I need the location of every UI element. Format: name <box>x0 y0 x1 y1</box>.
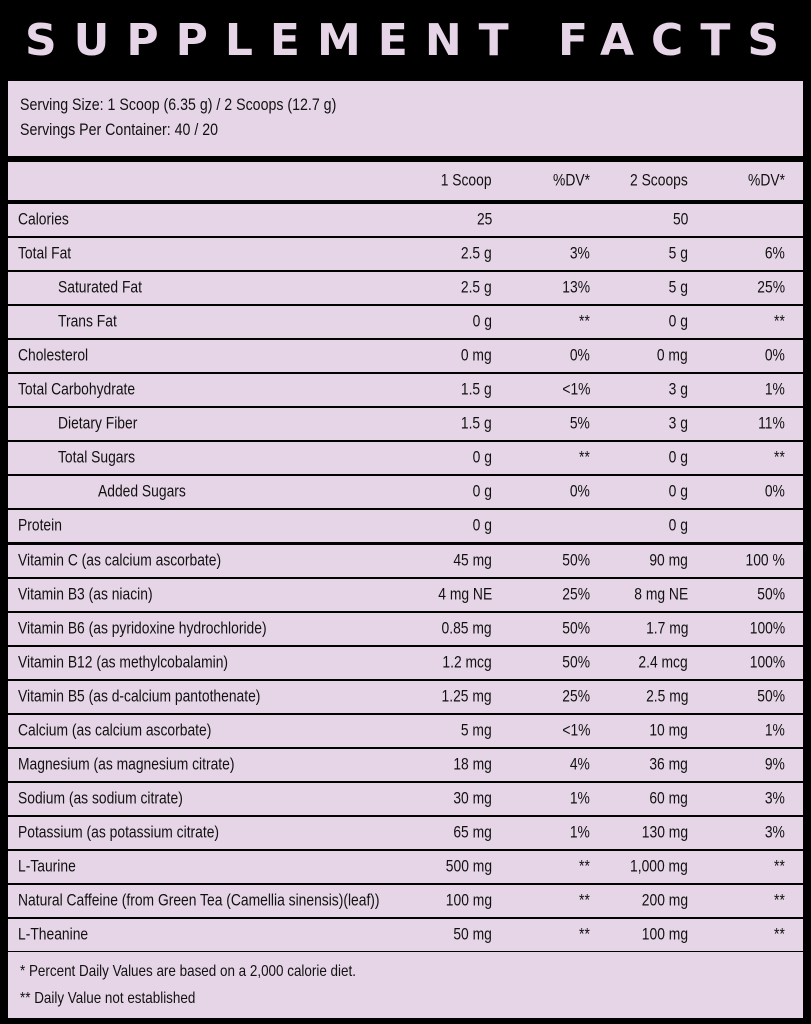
amount-1-scoop: 0 g <box>472 516 492 535</box>
table-row <box>8 579 803 611</box>
table-row <box>8 238 803 270</box>
amount-2-scoops: 60 mg <box>649 789 688 808</box>
dv-2-scoops: 1% <box>764 380 785 399</box>
nutrient-name: Protein <box>18 516 62 535</box>
nutrient-name: Added Sugars <box>98 482 186 501</box>
dv-1-scoop: 25% <box>562 585 590 604</box>
serving-size: Serving Size: 1 Scoop (6.35 g) / 2 Scoops (12.7 g) <box>20 96 337 114</box>
nutrient-name: Trans Fat <box>58 312 117 331</box>
dv-1-scoop: 50% <box>562 653 590 672</box>
footnote-dv: * Percent Daily Values are based on a 2,000 calorie diet. <box>20 963 356 980</box>
amount-2-scoops: 2.4 mcg <box>638 653 688 672</box>
table-row <box>8 204 803 236</box>
dv-2-scoops: 9% <box>764 755 785 774</box>
amount-1-scoop: 4 mg NE <box>438 585 492 604</box>
table-row <box>8 613 803 645</box>
dv-2-scoops: ** <box>774 312 785 331</box>
table-row <box>8 510 803 542</box>
table-row <box>8 715 803 747</box>
dv-1-scoop: 25% <box>562 687 590 706</box>
dv-1-scoop: ** <box>579 312 590 331</box>
dv-1-scoop: 50% <box>562 551 590 570</box>
footnote-not-established: ** Daily Value not established <box>20 990 196 1007</box>
amount-2-scoops: 5 g <box>668 244 688 263</box>
dv-1-scoop: ** <box>579 925 590 944</box>
serving-info <box>8 81 803 156</box>
amount-1-scoop: 1.5 g <box>461 414 492 433</box>
amount-1-scoop: 1.2 mcg <box>442 653 492 672</box>
nutrient-name: Saturated Fat <box>58 278 142 297</box>
amount-2-scoops: 1.7 mg <box>645 619 688 638</box>
nutrient-name: L-Theanine <box>18 925 89 944</box>
table-row <box>8 408 803 440</box>
dv-2-scoops: 0% <box>764 482 785 501</box>
servings-per-container: Servings Per Container: 40 / 20 <box>20 121 218 139</box>
dv-2-scoops: 25% <box>757 278 785 297</box>
column-header-1-scoop: 1 Scoop <box>441 171 492 190</box>
dv-2-scoops: ** <box>774 891 785 910</box>
dv-1-scoop: 3% <box>569 244 590 263</box>
amount-1-scoop: 1.25 mg <box>441 687 492 706</box>
dv-2-scoops: ** <box>774 925 785 944</box>
table-row <box>8 442 803 474</box>
amount-1-scoop: 100 mg <box>445 891 492 910</box>
amount-2-scoops: 0 g <box>668 482 688 501</box>
amount-1-scoop: 2.5 g <box>461 278 492 297</box>
nutrient-name: Total Fat <box>18 244 72 263</box>
dv-2-scoops: ** <box>774 448 785 467</box>
amount-2-scoops: 1,000 mg <box>630 857 688 876</box>
amount-1-scoop: 45 mg <box>453 551 492 570</box>
nutrient-name: Vitamin B6 (as pyridoxine hydrochloride) <box>18 619 267 638</box>
amount-1-scoop: 0 mg <box>461 346 492 365</box>
nutrient-name: Total Carbohydrate <box>18 380 136 399</box>
amount-2-scoops: 0 g <box>668 448 688 467</box>
amount-1-scoop: 50 mg <box>453 925 492 944</box>
dv-1-scoop: 50% <box>562 619 590 638</box>
nutrient-name: Total Sugars <box>58 448 136 467</box>
table-row <box>8 885 803 917</box>
dv-2-scoops: 0% <box>764 346 785 365</box>
supplement-facts-title: SUPPLEMENT FACTS <box>24 14 797 66</box>
dv-2-scoops: ** <box>774 857 785 876</box>
dv-1-scoop: 0% <box>569 482 590 501</box>
amount-1-scoop: 0 g <box>472 312 492 331</box>
dv-2-scoops: 3% <box>764 823 785 842</box>
table-row <box>8 783 803 815</box>
nutrient-name: Natural Caffeine (from Green Tea (Camellia sinensis)(leaf)) <box>18 891 380 910</box>
column-header-row <box>8 162 803 200</box>
table-row <box>8 749 803 781</box>
amount-1-scoop: 18 mg <box>453 755 492 774</box>
dv-1-scoop: 1% <box>569 789 590 808</box>
amount-2-scoops: 36 mg <box>649 755 688 774</box>
nutrient-name: L-Taurine <box>18 857 76 876</box>
dv-1-scoop: 13% <box>562 278 590 297</box>
amount-2-scoops: 0 g <box>668 312 688 331</box>
table-row <box>8 817 803 849</box>
nutrient-name: Calcium (as calcium ascorbate) <box>18 721 212 740</box>
amount-1-scoop: 500 mg <box>445 857 492 876</box>
amount-1-scoop: 0 g <box>472 482 492 501</box>
amount-1-scoop: 1.5 g <box>461 380 492 399</box>
dv-2-scoops: 100 % <box>745 551 785 570</box>
table-row <box>8 340 803 372</box>
amount-2-scoops: 0 mg <box>657 346 688 365</box>
amount-1-scoop: 2.5 g <box>461 244 492 263</box>
table-row <box>8 851 803 883</box>
dv-2-scoops: 100% <box>749 619 785 638</box>
nutrient-name: Vitamin B3 (as niacin) <box>18 585 153 604</box>
dv-1-scoop: ** <box>579 448 590 467</box>
table-row <box>8 647 803 679</box>
column-header-2-scoops: 2 Scoops <box>630 171 688 190</box>
amount-2-scoops: 130 mg <box>641 823 688 842</box>
amount-1-scoop: 5 mg <box>461 721 492 740</box>
dv-1-scoop: 5% <box>569 414 590 433</box>
nutrient-name: Calories <box>18 210 69 229</box>
dv-2-scoops: 100% <box>749 653 785 672</box>
amount-2-scoops: 10 mg <box>649 721 688 740</box>
amount-1-scoop: 25 <box>476 210 492 229</box>
dv-1-scoop: <1% <box>561 380 590 399</box>
dv-1-scoop: 1% <box>569 823 590 842</box>
dv-2-scoops: 1% <box>764 721 785 740</box>
column-header-dv-2: %DV* <box>748 171 785 190</box>
amount-2-scoops: 100 mg <box>641 925 688 944</box>
amount-1-scoop: 30 mg <box>453 789 492 808</box>
amount-2-scoops: 90 mg <box>649 551 688 570</box>
table-row <box>8 374 803 406</box>
amount-2-scoops: 0 g <box>668 516 688 535</box>
table-row <box>8 545 803 577</box>
nutrient-name: Sodium (as sodium citrate) <box>18 789 183 808</box>
amount-2-scoops: 50 <box>672 210 688 229</box>
amount-1-scoop: 65 mg <box>453 823 492 842</box>
dv-1-scoop: ** <box>579 857 590 876</box>
amount-2-scoops: 3 g <box>668 414 688 433</box>
amount-2-scoops: 8 mg NE <box>634 585 688 604</box>
column-header-dv-1: %DV* <box>553 171 590 190</box>
dv-2-scoops: 11% <box>758 414 785 433</box>
nutrient-name: Potassium (as potassium citrate) <box>18 823 220 842</box>
dv-2-scoops: 50% <box>757 585 785 604</box>
footnotes <box>8 952 803 1018</box>
dv-2-scoops: 3% <box>764 789 785 808</box>
amount-1-scoop: 0.85 mg <box>441 619 492 638</box>
amount-2-scoops: 2.5 mg <box>645 687 688 706</box>
nutrient-name: Vitamin C (as calcium ascorbate) <box>18 551 222 570</box>
nutrient-name: Dietary Fiber <box>58 414 138 433</box>
table-row <box>8 919 803 951</box>
nutrient-name: Vitamin B12 (as methylcobalamin) <box>18 653 229 672</box>
dv-1-scoop: ** <box>579 891 590 910</box>
table-row <box>8 272 803 304</box>
amount-2-scoops: 200 mg <box>641 891 688 910</box>
amount-2-scoops: 5 g <box>668 278 688 297</box>
nutrient-name: Cholesterol <box>18 346 89 365</box>
dv-2-scoops: 50% <box>757 687 785 706</box>
dv-2-scoops: 6% <box>764 244 785 263</box>
table-row <box>8 476 803 508</box>
nutrient-name: Magnesium (as magnesium citrate) <box>18 755 235 774</box>
table-row <box>8 306 803 338</box>
dv-1-scoop: 4% <box>569 755 590 774</box>
nutrient-name: Vitamin B5 (as d-calcium pantothenate) <box>18 687 261 706</box>
table-row <box>8 681 803 713</box>
amount-1-scoop: 0 g <box>472 448 492 467</box>
amount-2-scoops: 3 g <box>668 380 688 399</box>
dv-1-scoop: 0% <box>569 346 590 365</box>
dv-1-scoop: <1% <box>561 721 590 740</box>
